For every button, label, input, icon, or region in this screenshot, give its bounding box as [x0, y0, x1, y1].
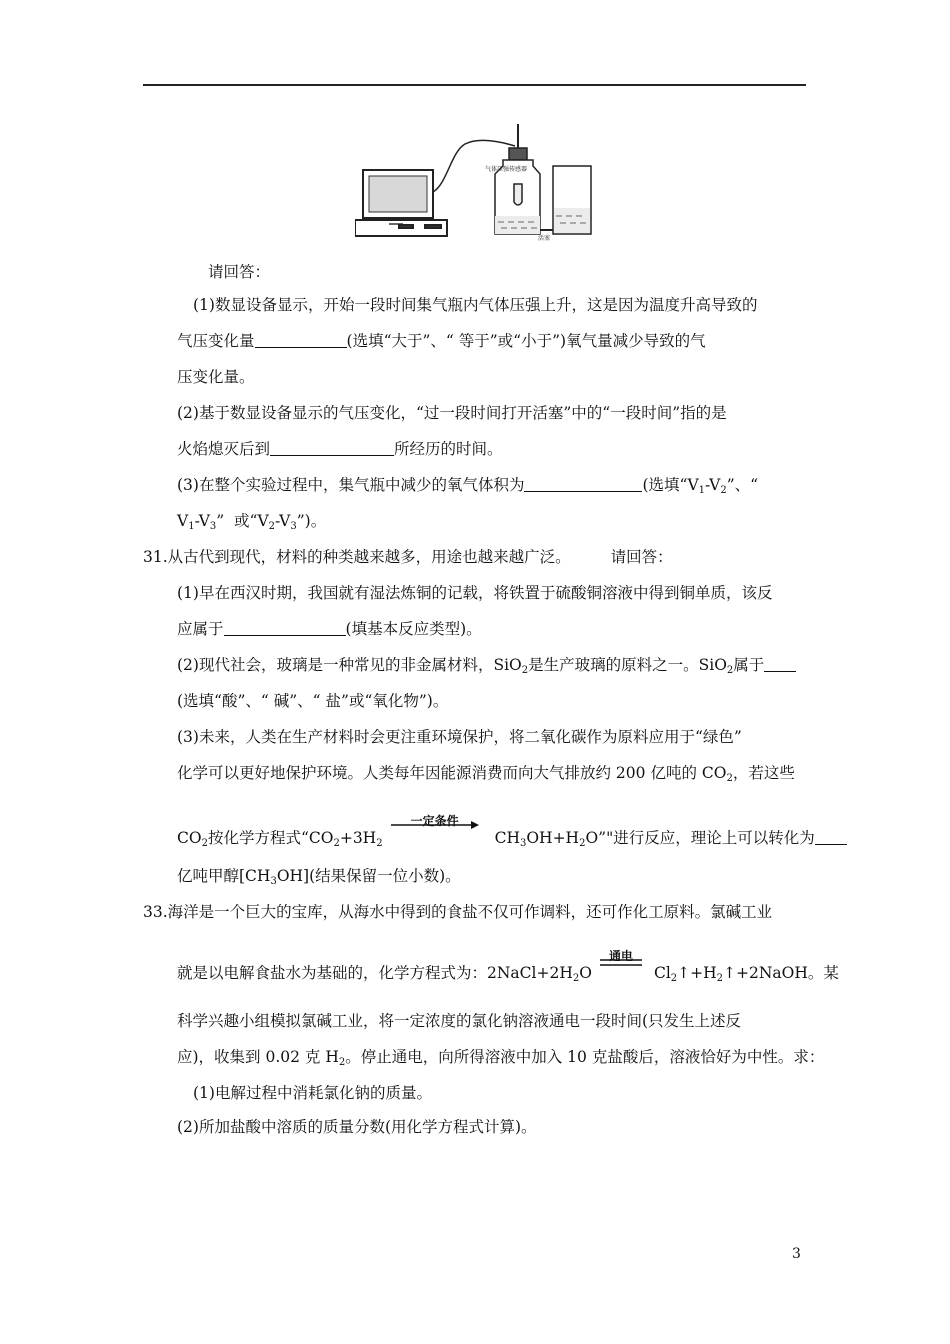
q-cont-part2-line2: 火焰熄灭后到 所经历的时间。	[177, 440, 503, 458]
equals-sign-icon	[600, 958, 642, 968]
sensor-label: 气体压强传感器	[485, 166, 528, 173]
reaction-arrow: 一定条件	[391, 831, 479, 843]
page-number: 3	[792, 1246, 801, 1262]
q33-sub2: (2)所加盐酸中溶质的质量分数(用化学方程式计算)。	[177, 1118, 537, 1136]
q31-part3-line4: 亿吨甲醇$[CH_3OH]$(结果保留一位小数)。	[177, 867, 461, 887]
answer-blank[interactable]	[255, 331, 347, 348]
valve-label: 活塞	[538, 235, 551, 242]
electrolysis-sign: 通电	[600, 968, 642, 978]
answer-prompt: 请回答：	[208, 263, 271, 281]
water-beaker-icon	[538, 166, 591, 242]
q31-part2-line2: (选填“酸”、“ 碱”、“ 盐”或“氧化物”)。	[177, 692, 449, 710]
q31-part3-line2: 化学可以更好地保护环境。人类每年因能源消费而向大气排放约 200 亿吨的 $CO_2$，若这些	[177, 764, 795, 784]
q31-part3-line1: (3)未来，人类在生产材料时会更注重环境保护，将二氧化碳作为原料应用于“绿色”	[177, 728, 742, 746]
q33-line3: 科学兴趣小组模拟氯碱工业，将一定浓度的氯化钠溶液通电一段时间(只发生上述反	[177, 1012, 742, 1030]
q31-part2-line1: (2)现代社会，玻璃是一种常见的非金属材料，SiO$_2$是生产玻璃的原料之一。SiO$_2$属于	[177, 655, 796, 675]
answer-blank[interactable]	[270, 439, 394, 456]
q31-part1-line2: 应属于 (填基本反应类型)。	[177, 620, 482, 638]
q31-part1-line1: (1)早在西汉时期，我国就有湿法炼铜的记载，将铁置于硫酸铜溶液中得到铜单质，该反	[177, 584, 773, 602]
q31-heading: 31.从古代到现代，材料的种类越来越多，用途也越来越广泛。 请回答：	[143, 548, 673, 566]
experiment-apparatus-figure	[355, 122, 595, 247]
q-cont-part1-line1: (1)数显设备显示，开始一段时间集气瓶内气体压强上升，这是因为温度升高导致的	[193, 296, 758, 314]
q-cont-part3-line2: $V_1-V_3$” 或“$V_2-V_3$”)。	[177, 512, 327, 532]
q33-line1: 33.海洋是一个巨大的宝库，从海水中得到的食盐不仅可作调料，还可作化工原料。氯碱工业	[143, 903, 773, 921]
answer-blank[interactable]	[815, 828, 847, 845]
answer-blank[interactable]	[224, 619, 346, 636]
q33-line4: 应)，收集到 0.02 克 $H_2$。停止通电，向所得溶液中加入 10 克盐酸后，溶液恰好为中性。求：	[177, 1048, 825, 1068]
answer-blank[interactable]	[764, 655, 796, 672]
answer-blank[interactable]	[524, 475, 642, 492]
header-rule	[143, 84, 806, 86]
q-cont-part2-line1: (2)基于数显设备显示的气压变化，“过一段时间打开活塞”中的“一段时间”指的是	[177, 404, 727, 422]
q33-equation-line: 就是以电解食盐水为基础的，化学方程式为：$2NaCl+2H_2O$ 通电 $Cl_2↑+H_2↑+2NaOH$。某	[177, 949, 839, 984]
computer-icon	[355, 170, 447, 236]
q33-sub1: (1)电解过程中消耗氯化钠的质量。	[193, 1084, 432, 1102]
arrow-icon	[391, 819, 479, 831]
q-cont-part3-line1: (3)在整个实验过程中，集气瓶中减少的氧气体积为 (选填“$V_1-V_2$”、“	[177, 476, 759, 496]
q31-equation-line: $CO_2$按化学方程式“$CO_2+3H_2$ 一定条件 $CH_3OH+H_2O$”"进行反应，理论上可以转化为	[177, 828, 847, 848]
q-cont-part1-line3: 压变化量。	[177, 368, 255, 386]
q-cont-part1-line2: 气压变化量 (选填“大于”、“ 等于”或“小于”)氧气量减少导致的气	[177, 332, 706, 350]
